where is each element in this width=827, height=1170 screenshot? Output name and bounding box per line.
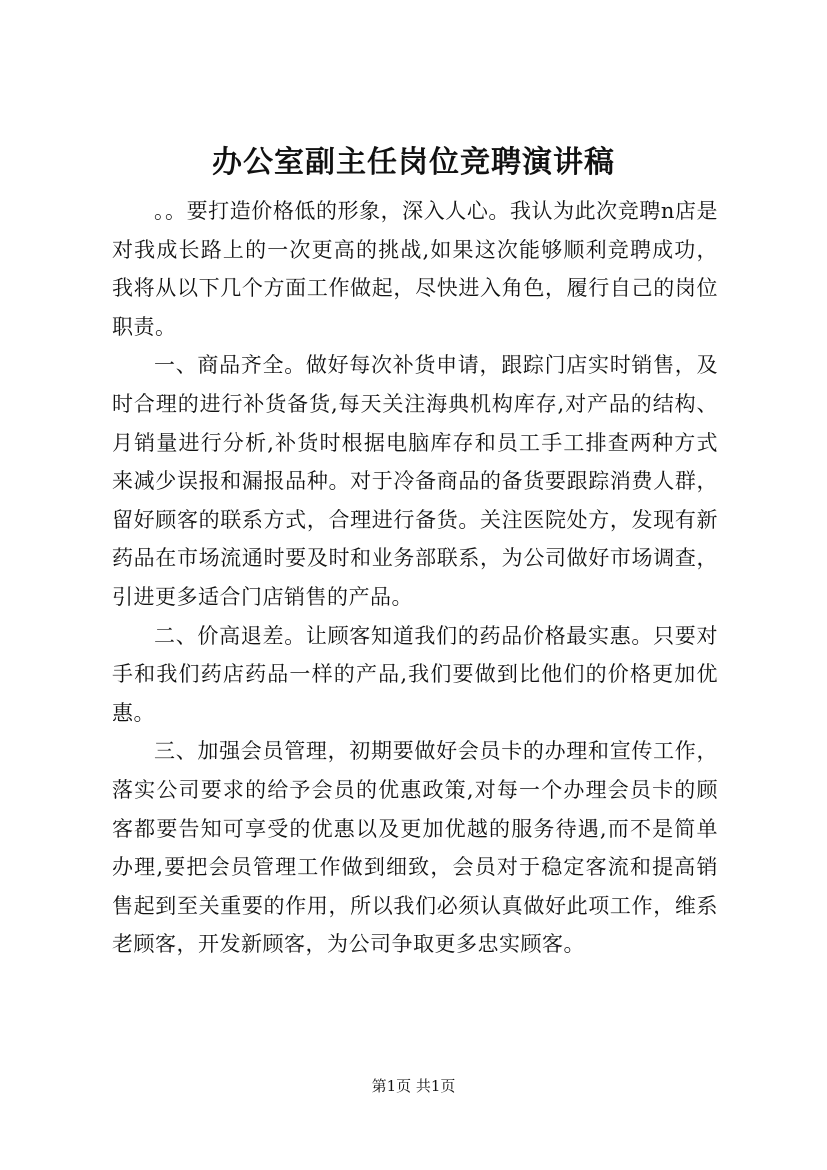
paragraph-section-3: 三、加强会员管理，初期要做好会员卡的办理和宣传工作，落实公司要求的给予会员的优惠政策,对每一个办理会员卡的顾客都要告知可享受的优惠以及更加优越的服务待遇,而不是简单办理,要把会员管理工作做到细致，会员对于稳定客流和提高销售起到至关重要的作用，所以我们必须认真做好此项工作，维系老顾客，开发新顾客，为公司争取更多忠实顾客。 xyxy=(112,739,718,957)
paragraph-section-1: 一、商品齐全。做好每次补货申请，跟踪门店实时销售，及时合理的进行补货备货,每天关注海典机构库存,对产品的结构、月销量进行分析,补货时根据电脑库存和员工手工排查两种方式来减少误报和漏报品种。对于冷备商品的备货要跟踪消费人群，留好顾客的联系方式，合理进行备货。关注医院处方，发现有新药品在市场流通时要及时和业务部联系，为公司做好市场调查，引进更多适合门店销售的产品。 xyxy=(112,353,718,609)
document-body xyxy=(112,192,718,964)
paragraph-intro: 。。要打造价格低的形象，深入人心。我认为此次竞聘n店是对我成长路上的一次更高的挑战,如果这次能够顺利竞聘成功，我将从以下几个方面工作做起，尽快进入角色，履行自己的岗位职责。 xyxy=(112,199,718,339)
paragraph-section-2: 二、价高退差。让顾客知道我们的药品价格最实惠。只要对手和我们药店药品一样的产品,我们要做到比他们的价格更加优惠。 xyxy=(112,623,718,725)
document-title: 办公室副主任岗位竞聘演讲稿 xyxy=(212,145,615,180)
page-number-footer: 第1页 共1页 xyxy=(371,1077,456,1095)
